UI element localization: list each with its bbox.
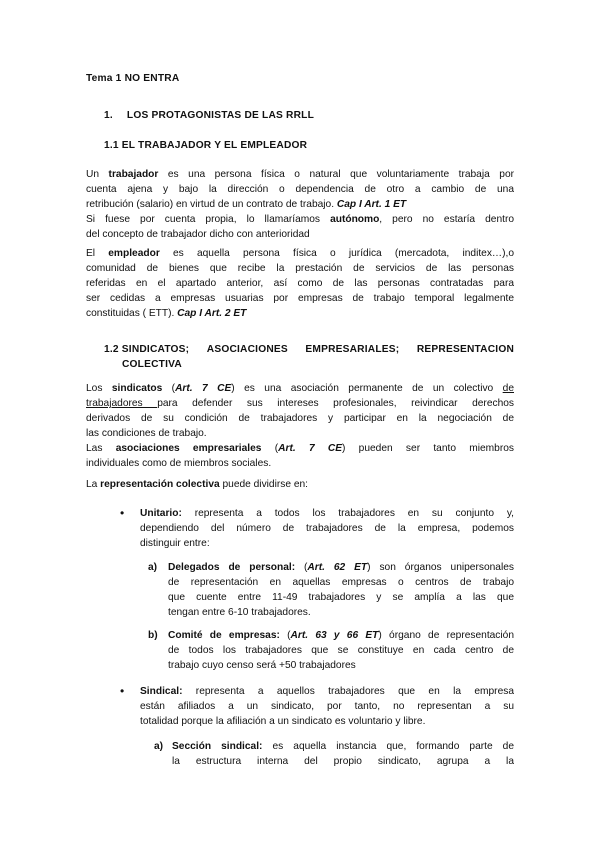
text-line: derivados de su condición de trabajadores y participar en la negociación de <box>86 413 514 424</box>
text: constituidas ( ETT). <box>86 308 178 319</box>
text: ( <box>162 383 176 394</box>
text: Los <box>86 383 112 394</box>
text-line: ser cedidas a empresas usuarias por empresas de trabajo temporal legalmente <box>86 293 514 304</box>
text-line: cuenta ajena y bajo la dirección o dependencia de otro a cambio de una <box>86 184 514 195</box>
list-item-delegados <box>168 560 514 620</box>
paragraph-sindicatos <box>86 381 514 471</box>
legal-reference: Art. 7 CE <box>175 383 232 394</box>
list-marker: a) <box>148 562 158 573</box>
text-line: referidas en el apartado anterior, así como de las personas contratadas para <box>86 278 514 289</box>
bullet-icon: • <box>120 506 125 520</box>
text: ) órgano de representación <box>378 630 514 641</box>
text-line: totalidad porque la afiliación a un sindicato es voluntario y libre. <box>140 716 426 727</box>
text: ) es una asociación permanente de un colectivo <box>231 383 503 394</box>
heading-word: COLECTIVA <box>122 359 182 370</box>
topic-label: Tema 1 NO ENTRA <box>86 73 180 84</box>
text: ( <box>261 443 279 454</box>
text-line: de todos los trabajadores que se constituye en cada centro de <box>168 645 514 656</box>
text: ) son órganos unipersonales <box>367 562 514 573</box>
underlined-text: de <box>502 383 514 394</box>
heading-word: 1.2 SINDICATOS; <box>104 344 190 355</box>
subsection-heading-2 <box>104 342 514 372</box>
paragraph-representacion <box>86 477 308 492</box>
text: Las <box>86 443 116 454</box>
list-item-sindical <box>140 684 514 729</box>
text: Si fuese por cuenta propia, lo llamaríamos <box>86 214 331 225</box>
term-sindical: Sindical: <box>140 686 183 697</box>
text: retribución (salario) en virtud de un contrato de trabajo. <box>86 199 337 210</box>
text: representa a todos los trabajadores en su conjunto y, <box>181 508 514 519</box>
text: El <box>86 248 109 259</box>
subsection-title: 1.1 EL TRABAJADOR Y EL EMPLEADOR <box>104 140 308 151</box>
legal-reference: Art. 7 CE <box>278 443 343 454</box>
term-unitario: Unitario: <box>140 508 182 519</box>
list-item-seccion <box>172 739 514 769</box>
term-autonomo: autónomo <box>330 214 380 225</box>
text-line: tengan entre 6-10 trabajadores. <box>168 607 311 618</box>
text: La <box>86 479 101 490</box>
list-marker: a) <box>154 741 164 752</box>
text-line: distinguir entre: <box>140 538 210 549</box>
legal-reference: Art. 62 ET <box>307 562 368 573</box>
text: , pero no estaría dentro <box>379 214 514 225</box>
heading-word: ASOCIACIONES <box>206 344 288 355</box>
legal-reference: Cap I Art. 2 ET <box>177 308 247 319</box>
term-seccion: Sección sindical: <box>172 741 263 752</box>
paragraph-empleador <box>86 246 514 321</box>
section-heading <box>104 108 314 123</box>
term-sindicatos: sindicatos <box>111 383 163 394</box>
text: ) pueden ser tanto miembros <box>342 443 514 454</box>
term-trabajador: trabajador <box>108 169 159 180</box>
text: es una persona física o natural que voluntariamente trabaja por <box>158 169 514 180</box>
text: Un <box>86 169 109 180</box>
term-asociaciones: asociaciones empresariales <box>115 443 262 454</box>
text-line: que cuente entre 11-49 trabajadores y se amplía a las que <box>168 592 514 603</box>
heading-word: REPRESENTACION <box>416 344 514 355</box>
heading-word: EMPRESARIALES; <box>305 344 400 355</box>
text: es aquella persona física o jurídica (mercadota, inditex…),o <box>159 248 514 259</box>
list-item-comite <box>168 628 514 673</box>
bullet-icon: • <box>120 684 125 698</box>
text-line: las condiciones de trabajo. <box>86 428 207 439</box>
section-title: LOS PROTAGONISTAS DE LAS RRLL <box>126 110 315 121</box>
text: es aquella instancia que, formando parte de <box>262 741 514 752</box>
text: representa a aquellos trabajadores que en la empresa <box>182 686 514 697</box>
term-delegados: Delegados de personal: <box>168 562 296 573</box>
text: puede dividirse en: <box>219 479 309 490</box>
text: para defender sus intereses profesionales, reivindicar derechos <box>157 398 514 409</box>
section-number: 1. <box>104 110 113 121</box>
text: ( <box>295 562 308 573</box>
paragraph-trabajador <box>86 167 514 242</box>
subsection-heading <box>104 138 307 153</box>
list-item-unitario <box>140 506 514 551</box>
legal-reference: Art. 63 y 66 ET <box>290 630 379 641</box>
term-empleador: empleador <box>108 248 160 259</box>
text: ( <box>279 630 291 641</box>
topic-heading <box>86 71 179 86</box>
text-line: la estructura interna del propio sindicato, agrupa a la <box>172 756 514 767</box>
text-line: están afiliados a un sindicato, por tanto, no representan a su <box>140 701 514 712</box>
term-representacion: representación colectiva <box>100 479 220 490</box>
list-marker: b) <box>148 630 158 641</box>
legal-reference: Cap I Art. 1 ET <box>336 199 407 210</box>
text-line: comunidad de bienes que recibe la prestación de servicios de las personas <box>86 263 514 274</box>
term-comite: Comité de empresas: <box>168 630 280 641</box>
text-line: de representación en aquellas empresas o centros de trabajo <box>168 577 514 588</box>
text-line: individuales como de miembros sociales. <box>86 458 272 469</box>
text-line: trabajo cuyo censo será +50 trabajadores <box>168 660 356 671</box>
text-line: del concepto de trabajador dicho con anterioridad <box>86 229 310 240</box>
text-line: dependiendo del número de trabajadores de la empresa, podemos <box>140 523 514 534</box>
underlined-text: trabajadores <box>86 398 158 409</box>
